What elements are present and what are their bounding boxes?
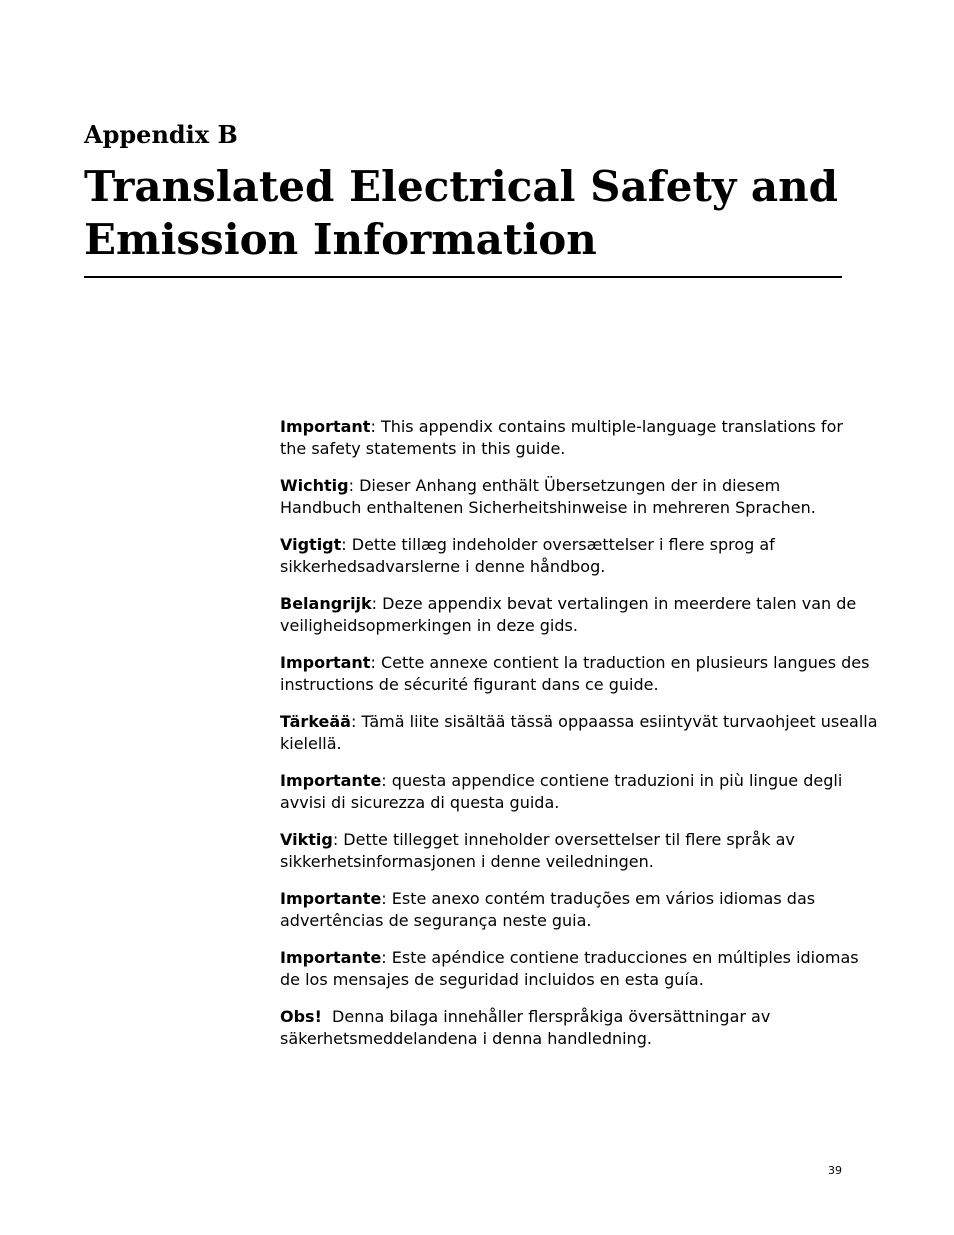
notice-separator [322, 1007, 332, 1026]
notice-text: Deze appendix bevat vertalingen in meerdere talen van de [382, 594, 857, 613]
notice-text: Este anexo contém traduções em vários idiomas das [391, 889, 816, 908]
notice-text: sikkerhetsinformasjonen i denne veiledningen. [280, 852, 654, 871]
appendix-label: Appendix B [84, 120, 238, 149]
title-divider [84, 276, 842, 278]
notice-text: Tämä liite sisältää tässä oppaassa esiintyvät turvaohjeet usealla [361, 712, 878, 731]
notice-english [280, 416, 842, 460]
notice-line [280, 888, 842, 910]
notice-separator: : [381, 889, 392, 908]
notice-spanish [280, 947, 859, 991]
notice-dutch [280, 593, 857, 637]
notice-text: Cette annexe contient la traduction en plusieurs langues des [380, 653, 870, 672]
notice-keyword: Important [280, 417, 371, 436]
notice-separator: : [341, 535, 352, 554]
notice-swedish [280, 1006, 842, 1050]
notice-text: Handbuch enthaltenen Sicherheitshinweise in mehreren Sprachen. [280, 498, 816, 517]
page-title [84, 160, 844, 266]
notice-separator: : [370, 653, 381, 672]
notice-text: de los mensajes de seguridad incluidos en esta guía. [280, 970, 704, 989]
notice-separator: : [350, 712, 362, 731]
notice-text: veiligheidsopmerkingen in deze gids. [280, 616, 578, 635]
notice-text: advertências de segurança neste guia. [280, 911, 592, 930]
notice-text: kielellä. [280, 734, 342, 753]
notice-keyword: Wichtig [280, 476, 349, 495]
notice-text: sikkerhedsadvarslerne i denne håndbog. [280, 557, 606, 576]
notice-finnish [280, 711, 878, 755]
notice-text: the safety statements in this guide. [280, 439, 566, 458]
notice-text: säkerhetsmeddelandena i denna handledning. [280, 1029, 652, 1048]
notice-line [280, 416, 842, 438]
notice-line [280, 1006, 842, 1028]
notice-italian [280, 770, 842, 814]
page-number: 39 [828, 1164, 842, 1177]
notice-separator: : [332, 830, 344, 849]
notice-german [280, 475, 842, 519]
notice-text: This appendix contains multiple-language translations for [380, 417, 843, 436]
notice-line [280, 652, 870, 674]
notice-text: questa appendice contiene traduzioni in più lingue degli [391, 771, 843, 790]
translation-notices [280, 416, 878, 1065]
notice-separator: : [371, 594, 383, 613]
notice-line [280, 593, 857, 615]
notice-line [280, 534, 842, 556]
notice-line [280, 475, 842, 497]
notice-text: instructions de sécurité figurant dans ce guide. [280, 675, 659, 694]
notice-keyword: Vigtigt [280, 535, 342, 554]
notice-line [280, 829, 842, 851]
notice-text: Dette tillæg indeholder oversættelser i flere sprog af [351, 535, 775, 554]
notice-separator: : [370, 417, 381, 436]
notice-line [280, 711, 878, 733]
notice-keyword: Tärkeää [280, 712, 351, 731]
notice-norwegian [280, 829, 842, 873]
notice-line [280, 947, 859, 969]
notice-separator: : [381, 771, 392, 790]
notice-text: avvisi di sicurezza di questa guida. [280, 793, 560, 812]
page-title-line: Translated Electrical Safety and [84, 162, 838, 211]
notice-keyword: Importante [280, 771, 382, 790]
notice-keyword: Belangrijk [280, 594, 372, 613]
notice-text: Denna bilaga innehåller flerspråkiga översättningar av [332, 1007, 771, 1026]
notice-keyword: Viktig [280, 830, 333, 849]
notice-portuguese [280, 888, 842, 932]
page-title-line: Emission Information [84, 215, 597, 264]
notice-text: Este apéndice contiene traducciones en múltiples idiomas [391, 948, 859, 967]
notice-text: Dieser Anhang enthält Übersetzungen der in diesem [359, 476, 781, 495]
notice-keyword: Importante [280, 889, 382, 908]
notice-keyword: Importante [280, 948, 382, 967]
notice-danish [280, 534, 842, 578]
notice-french [280, 652, 870, 696]
notice-separator: : [348, 476, 360, 495]
notice-text: Dette tillegget inneholder oversettelser til flere språk av [343, 830, 795, 849]
notice-keyword: Important [280, 653, 371, 672]
notice-line [280, 770, 842, 792]
notice-separator: : [381, 948, 392, 967]
notice-keyword: Obs! [280, 1007, 322, 1026]
